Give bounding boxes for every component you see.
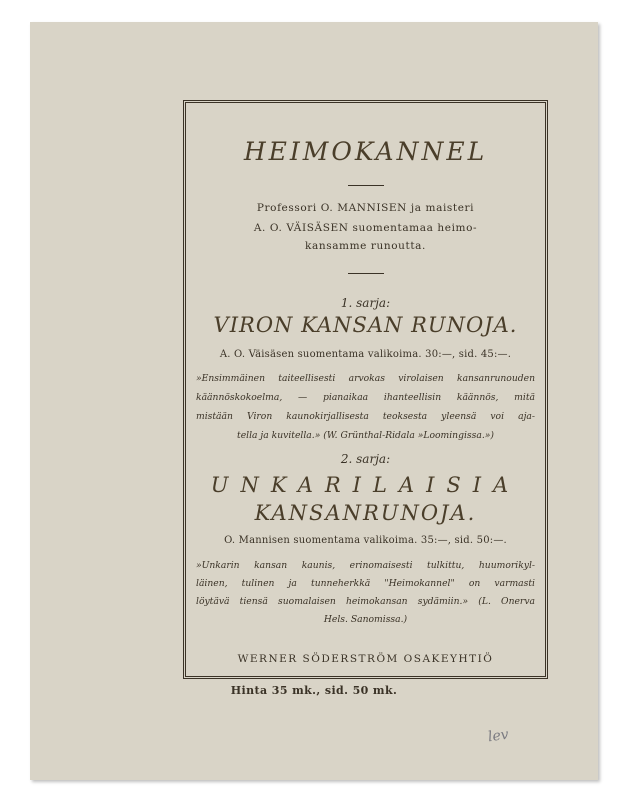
series1-quote-line: »Ensimmäinen taiteellisesti arvokas virolaisen kansanrunouden	[196, 373, 535, 384]
intro-line: kansamme runoutta.	[305, 240, 426, 252]
series2-quote-line: Hels. Sanomissa.)	[323, 614, 408, 625]
book-back-cover	[30, 22, 598, 780]
series1-quote-line: käännöskokoelma, — pianaikaa ihanteellisin käännös, mitä	[196, 392, 535, 403]
divider	[348, 273, 384, 274]
series2-info: O. Mannisen suomentama valikoima. 35:—, sid. 50:—.	[224, 535, 507, 546]
series1-quote-line: mistään Viron kaunokirjallisesta teoksesta yleensä voi aja-	[196, 411, 535, 422]
series2-quote-line: »Unkarin kansan kaunis, erinomaisesti tulkittu, huumorikyl-	[196, 560, 535, 571]
pencil-note: lev	[486, 726, 510, 746]
intro-line: Professori O. MANNISEN ja maisteri	[256, 202, 475, 214]
series1-title: VIRON KANSAN RUNOJA.	[213, 313, 518, 337]
series1-info: A. O. Väisäsen suomentama valikoima. 30:—, sid. 45:—.	[219, 349, 512, 360]
intro-line: A. O. VÄISÄSEN suomentamaa heimo-	[253, 222, 478, 234]
series2-title-line2: KANSANRUNOJA.	[254, 501, 477, 525]
divider	[348, 185, 384, 186]
price: Hinta 35 mk., sid. 50 mk.	[230, 684, 398, 697]
book-title: HEIMOKANNEL	[243, 137, 488, 166]
ornamental-frame	[183, 100, 548, 679]
series1-quote-line: tella ja kuvitella.» (W. Grünthal-Ridala »Loomingissa.»)	[237, 430, 494, 441]
publisher: WERNER SÖDERSTRÖM OSAKEYHTIÖ	[237, 653, 494, 665]
series2-quote-line: läinen, tulinen ja tunneherkkä "Heimokannel" on varmasti	[196, 578, 535, 589]
series2-label: 2. sarja:	[340, 452, 391, 466]
series1-label: 1. sarja:	[340, 296, 391, 310]
series2-quote-line: löytävä tiensä suomalaisen heimokansan sydämiin.» (L. Onerva	[196, 596, 535, 607]
series2-title-line1: UNKARILAISIA	[210, 473, 521, 497]
